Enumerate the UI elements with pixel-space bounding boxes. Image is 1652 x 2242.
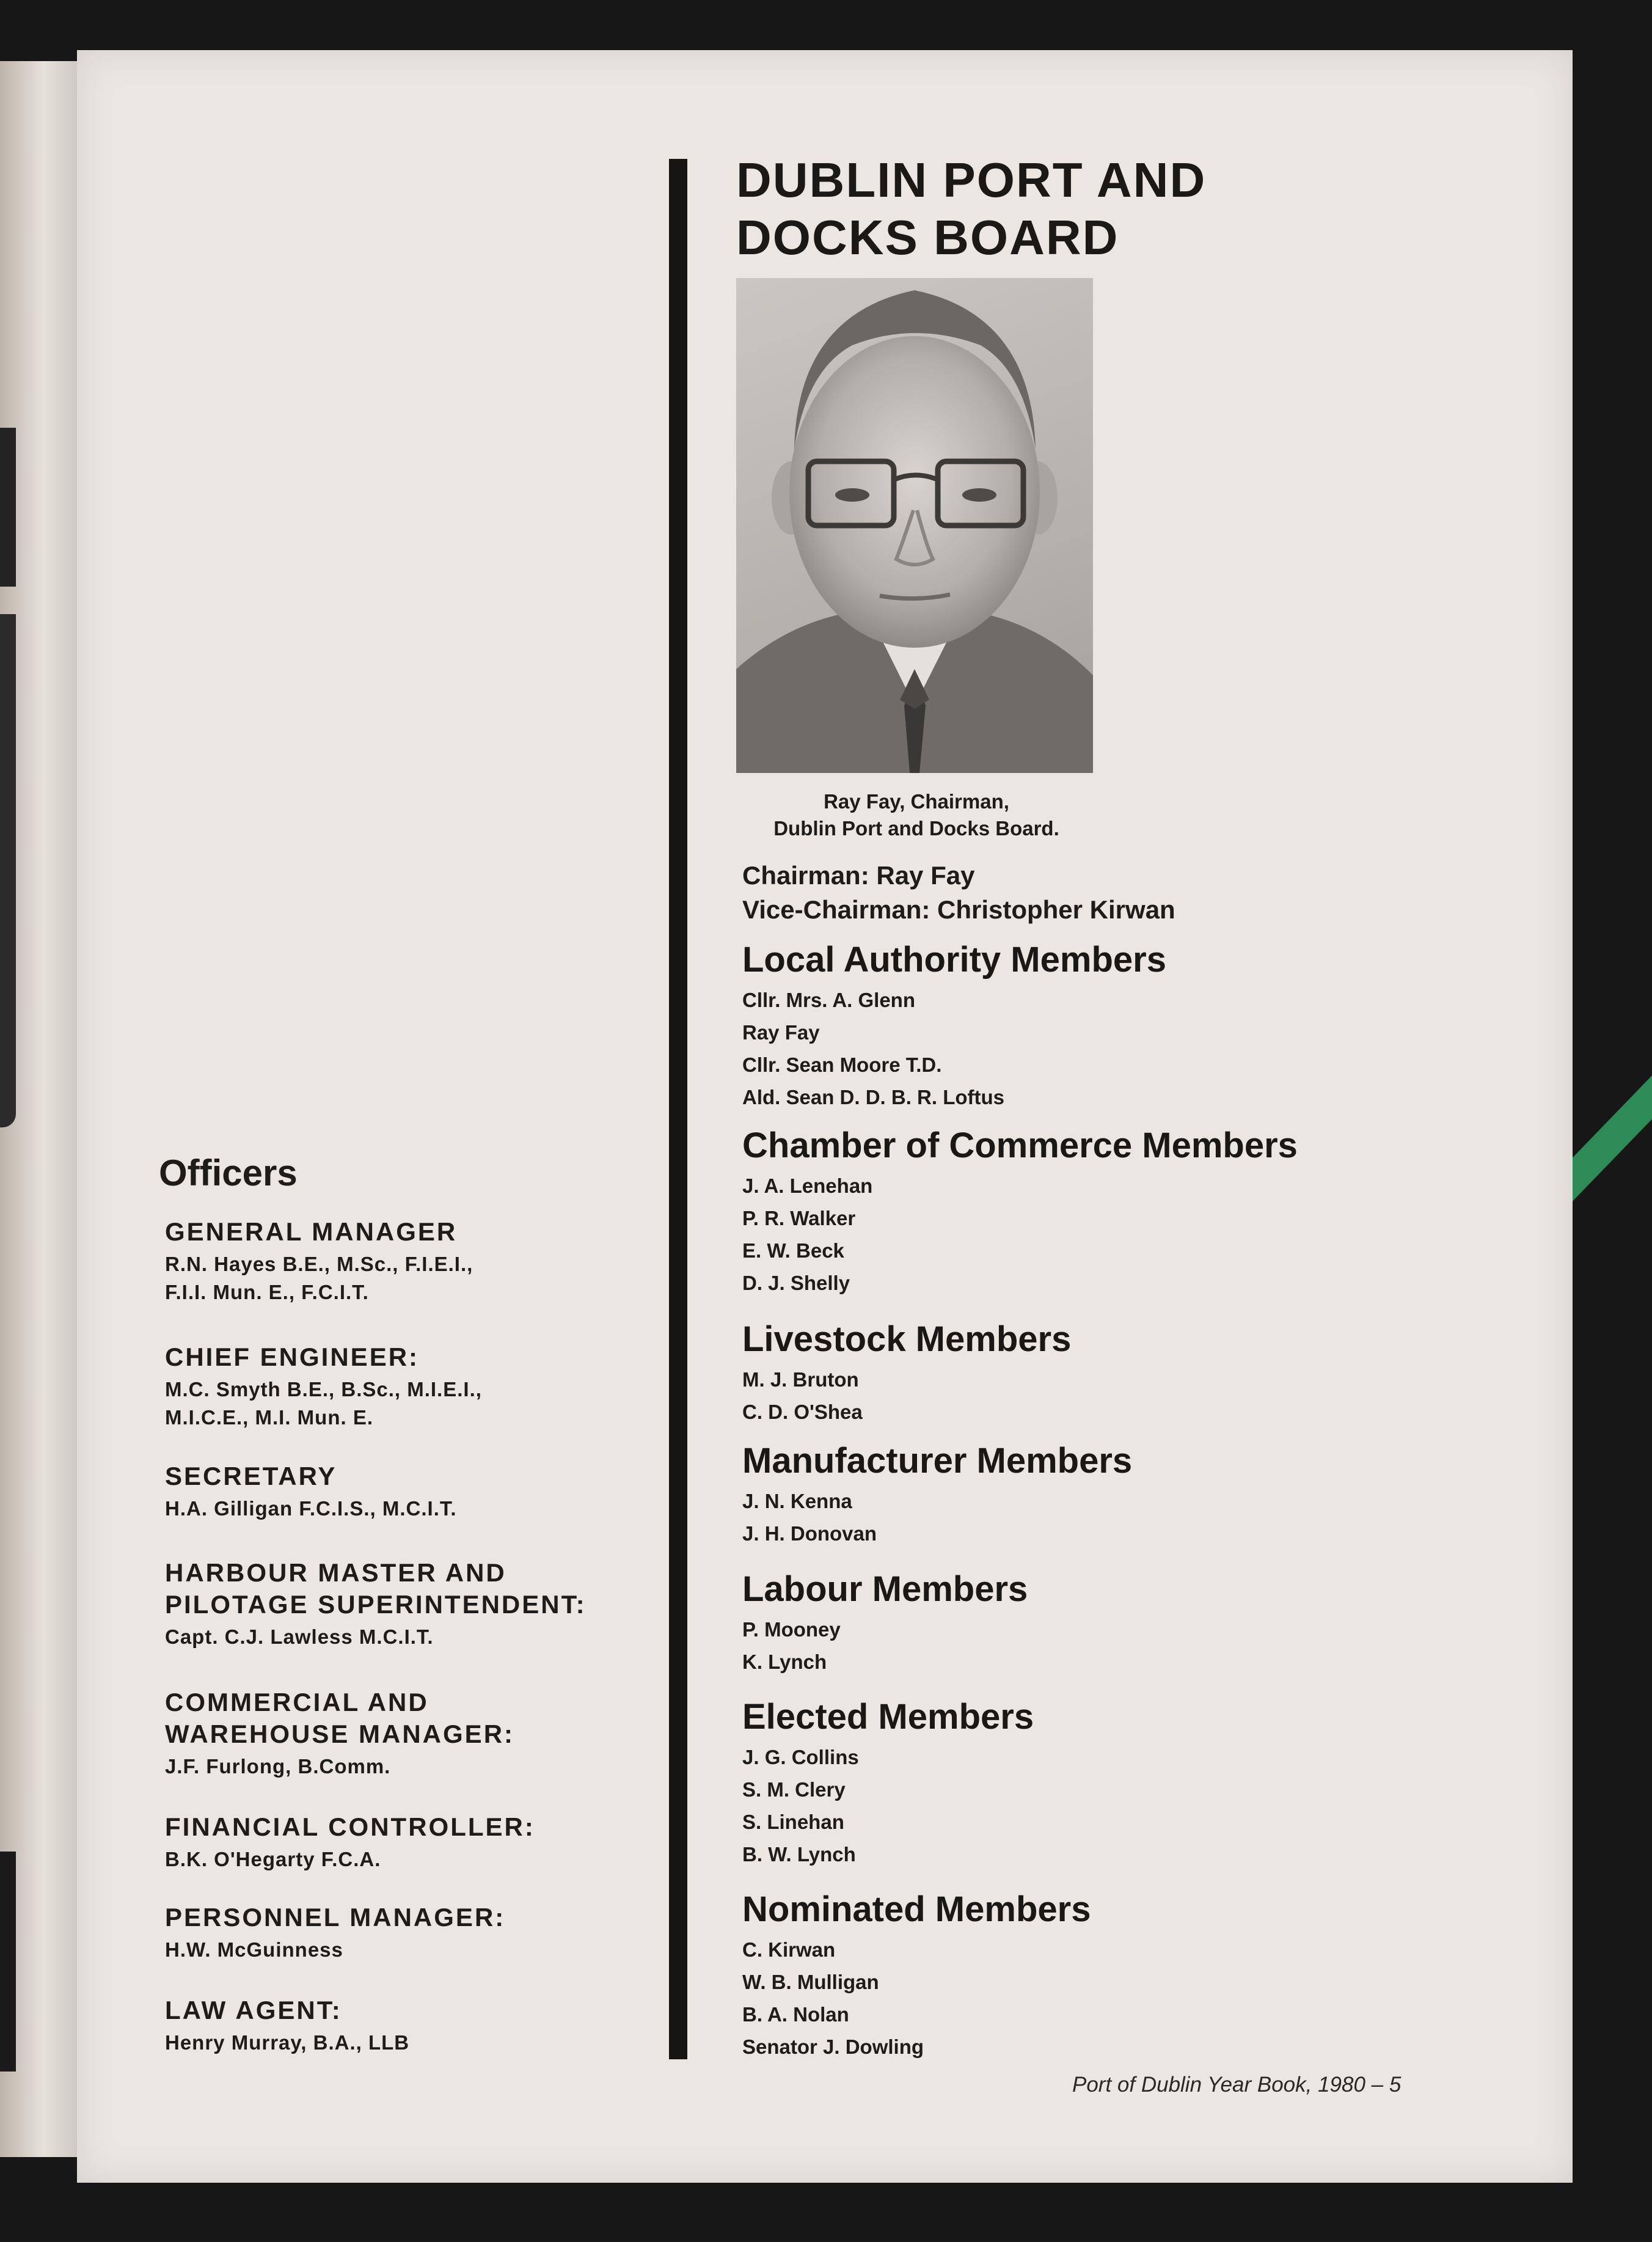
officers-heading: Officers bbox=[159, 1152, 298, 1193]
portrait-illustration bbox=[736, 278, 1093, 773]
officer-name: J.F. Furlong, B.Comm. bbox=[165, 1755, 391, 1778]
member-group-nominated bbox=[742, 1888, 1091, 2063]
officer-harbour-master bbox=[165, 1557, 587, 1651]
member-name: E. W. Beck bbox=[742, 1239, 844, 1262]
officer-title: GENERAL MANAGER bbox=[165, 1217, 458, 1246]
adjacent-page-dark-block bbox=[0, 614, 16, 1127]
officer-title: PERSONNEL MANAGER: bbox=[165, 1903, 506, 1932]
board-officers bbox=[742, 859, 1175, 927]
officer-personnel-manager bbox=[165, 1902, 505, 1964]
member-name: Ray Fay bbox=[742, 1021, 820, 1044]
green-ribbon-edge bbox=[1570, 1075, 1652, 1204]
member-name: C. Kirwan bbox=[742, 1938, 836, 1961]
officer-name: Capt. C.J. Lawless M.C.I.T. bbox=[165, 1625, 434, 1648]
officer-name: R.N. Hayes B.E., M.Sc., F.I.E.I., F.I.I. Mun. E., F.C.I.T. bbox=[165, 1253, 473, 1303]
member-name: M. J. Bruton bbox=[742, 1368, 859, 1391]
member-name: Ald. Sean D. D. B. R. Loftus bbox=[742, 1086, 1005, 1108]
page-footer: Port of Dublin Year Book, 1980 – 5 bbox=[1072, 2073, 1402, 2097]
officer-chief-engineer bbox=[165, 1341, 482, 1432]
officer-law-agent bbox=[165, 1995, 409, 2057]
officer-secretary bbox=[165, 1460, 457, 1523]
group-heading: Chamber of Commerce Members bbox=[742, 1126, 1298, 1165]
member-name: P. R. Walker bbox=[742, 1207, 856, 1229]
officer-name: Henry Murray, B.A., LLB bbox=[165, 2031, 410, 2054]
member-name: Cllr. Mrs. A. Glenn bbox=[742, 989, 915, 1011]
member-group-chamber-of-commerce bbox=[742, 1124, 1298, 1299]
officer-title: COMMERCIAL AND WAREHOUSE MANAGER: bbox=[165, 1688, 515, 1748]
member-name: Cllr. Sean Moore T.D. bbox=[742, 1053, 942, 1076]
page-title bbox=[736, 152, 1347, 266]
column-divider bbox=[669, 159, 687, 2059]
member-name: C. D. O'Shea bbox=[742, 1401, 863, 1423]
title-line: DOCKS BOARD bbox=[736, 210, 1119, 265]
officer-title: HARBOUR MASTER AND PILOTAGE SUPERINTENDENT: bbox=[165, 1558, 587, 1619]
group-heading: Local Authority Members bbox=[742, 940, 1166, 980]
officer-general-manager bbox=[165, 1216, 473, 1306]
member-group-manufacturer bbox=[742, 1440, 1132, 1550]
member-name: J. H. Donovan bbox=[742, 1522, 877, 1545]
group-heading: Labour Members bbox=[742, 1569, 1028, 1609]
member-name: Senator J. Dowling bbox=[742, 2035, 924, 2058]
officer-name: H.A. Gilligan F.C.I.S., M.C.I.T. bbox=[165, 1497, 457, 1520]
officer-name: M.C. Smyth B.E., B.Sc., M.I.E.I., M.I.C.E., M.I. Mun. E. bbox=[165, 1378, 482, 1429]
member-group-elected bbox=[742, 1696, 1034, 1870]
adjacent-page-dark-block bbox=[0, 1852, 16, 2072]
member-name: K. Lynch bbox=[742, 1650, 827, 1673]
chairman-portrait-photo bbox=[736, 278, 1093, 773]
member-group-livestock bbox=[742, 1318, 1071, 1428]
officer-title: CHIEF ENGINEER: bbox=[165, 1343, 420, 1371]
caption-line: Dublin Port and Docks Board. bbox=[773, 817, 1059, 840]
member-name: J. N. Kenna bbox=[742, 1490, 852, 1512]
officer-title: SECRETARY bbox=[165, 1462, 337, 1490]
member-name: W. B. Mulligan bbox=[742, 1971, 879, 1993]
group-heading: Manufacturer Members bbox=[742, 1441, 1133, 1481]
member-name: J. A. Lenehan bbox=[742, 1174, 873, 1197]
photo-caption bbox=[709, 788, 1124, 842]
chairman-line: Chairman: Ray Fay bbox=[742, 861, 975, 890]
officer-financial-controller bbox=[165, 1811, 535, 1874]
member-name: J. G. Collins bbox=[742, 1746, 859, 1768]
group-heading: Elected Members bbox=[742, 1697, 1034, 1737]
member-name: S. M. Clery bbox=[742, 1778, 846, 1801]
group-heading: Nominated Members bbox=[742, 1889, 1091, 1929]
title-line: DUBLIN PORT AND bbox=[736, 153, 1207, 207]
member-name: B. W. Lynch bbox=[742, 1843, 856, 1866]
caption-line: Ray Fay, Chairman, bbox=[824, 790, 1009, 813]
officer-title: FINANCIAL CONTROLLER: bbox=[165, 1812, 535, 1841]
group-heading: Livestock Members bbox=[742, 1319, 1072, 1359]
member-name: S. Linehan bbox=[742, 1811, 844, 1833]
member-name: P. Mooney bbox=[742, 1618, 841, 1641]
vice-chairman-line: Vice-Chairman: Christopher Kirwan bbox=[742, 895, 1175, 924]
officer-name: B.K. O'Hegarty F.C.A. bbox=[165, 1848, 381, 1870]
member-name: D. J. Shelly bbox=[742, 1272, 850, 1294]
officer-commercial-warehouse-manager bbox=[165, 1687, 514, 1781]
adjacent-page-dark-block bbox=[0, 428, 16, 587]
member-name: B. A. Nolan bbox=[742, 2003, 849, 2026]
member-group-local-authority bbox=[742, 939, 1166, 1113]
officer-name: H.W. McGuinness bbox=[165, 1938, 343, 1961]
member-group-labour bbox=[742, 1568, 1028, 1678]
officer-title: LAW AGENT: bbox=[165, 1996, 342, 2024]
